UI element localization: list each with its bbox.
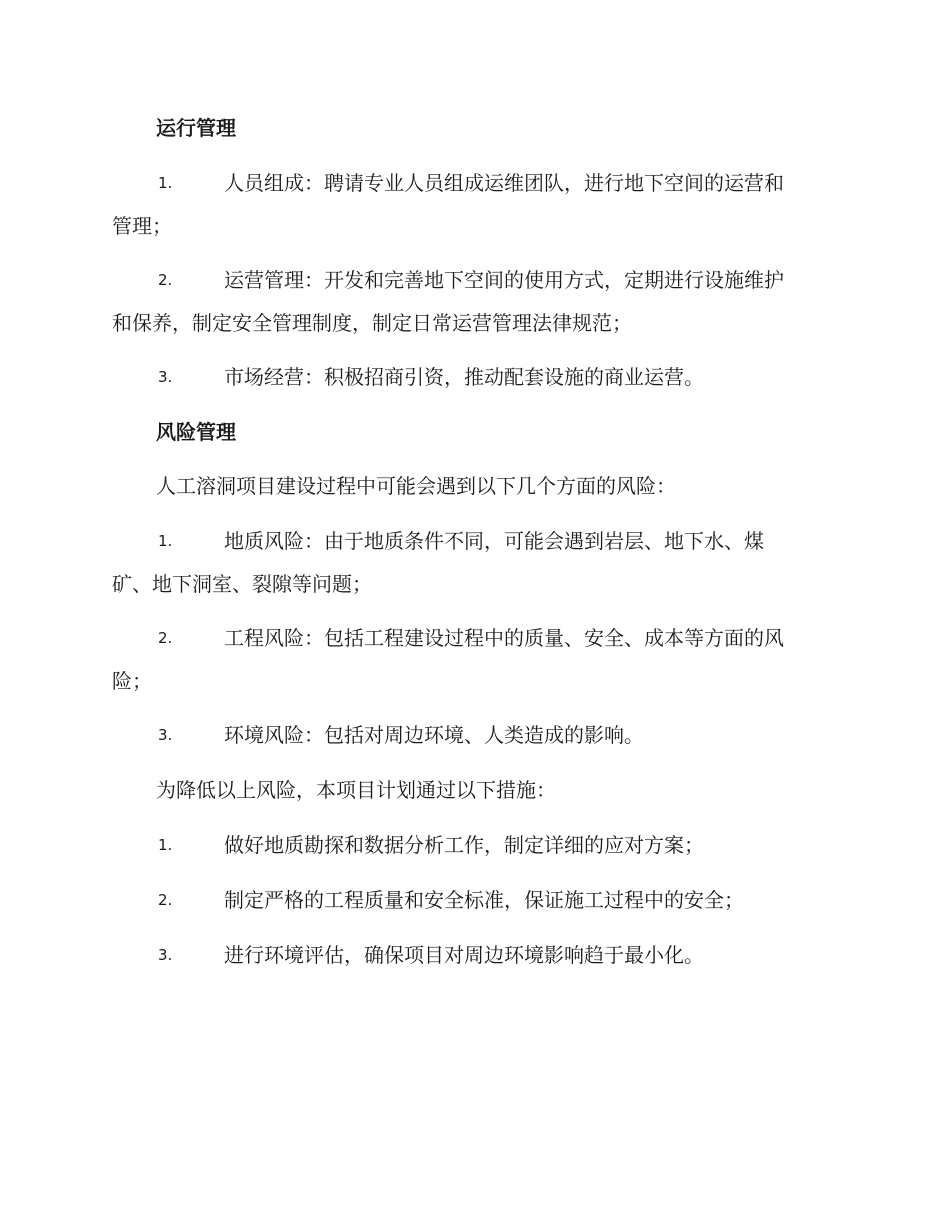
list-item <box>112 626 842 693</box>
section-heading-risk: 风险管理 <box>156 420 236 444</box>
list-number: 3. <box>158 368 173 386</box>
list-text-continued: 险； <box>112 669 152 693</box>
list-item <box>112 171 842 238</box>
list-text-continued: 矿、地下洞室、裂隙等问题； <box>112 572 372 596</box>
list-text: 工程风险：包括工程建设过程中的质量、安全、成本等方面的风 <box>224 626 784 650</box>
list-item <box>112 365 842 389</box>
list-item <box>112 529 842 596</box>
list-text-continued: 和保养，制定安全管理制度，制定日常运营管理法律规范； <box>112 311 632 335</box>
risk-intro-paragraph: 人工溶洞项目建设过程中可能会遇到以下几个方面的风险： <box>156 474 676 498</box>
list-number: 2. <box>158 891 173 909</box>
list-number: 1. <box>158 836 173 854</box>
list-item <box>112 268 842 335</box>
list-text: 制定严格的工程质量和安全标准，保证施工过程中的安全； <box>224 888 744 912</box>
list-number: 1. <box>158 532 173 550</box>
list-number: 3. <box>158 726 173 744</box>
list-text: 地质风险：由于地质条件不同，可能会遇到岩层、地下水、煤 <box>224 529 764 553</box>
list-number: 2. <box>158 271 173 289</box>
list-item <box>112 723 842 747</box>
list-text: 运营管理：开发和完善地下空间的使用方式，定期进行设施维护 <box>224 268 784 292</box>
measure-item <box>112 833 842 857</box>
list-number: 3. <box>158 946 173 964</box>
list-number: 1. <box>158 174 173 192</box>
list-number: 2. <box>158 629 173 647</box>
list-text: 环境风险：包括对周边环境、人类造成的影响。 <box>224 723 644 747</box>
list-text: 做好地质勘探和数据分析工作，制定详细的应对方案； <box>224 833 704 857</box>
measure-item <box>112 888 842 912</box>
measure-item <box>112 943 842 967</box>
measures-intro-paragraph: 为降低以上风险，本项目计划通过以下措施： <box>156 778 556 802</box>
list-text-continued: 管理； <box>112 214 172 238</box>
list-text: 进行环境评估，确保项目对周边环境影响趋于最小化。 <box>224 943 704 967</box>
list-text: 人员组成：聘请专业人员组成运维团队，进行地下空间的运营和 <box>224 171 784 195</box>
section-heading-ops: 运行管理 <box>156 116 236 140</box>
list-text: 市场经营：积极招商引资，推动配套设施的商业运营。 <box>224 365 704 389</box>
